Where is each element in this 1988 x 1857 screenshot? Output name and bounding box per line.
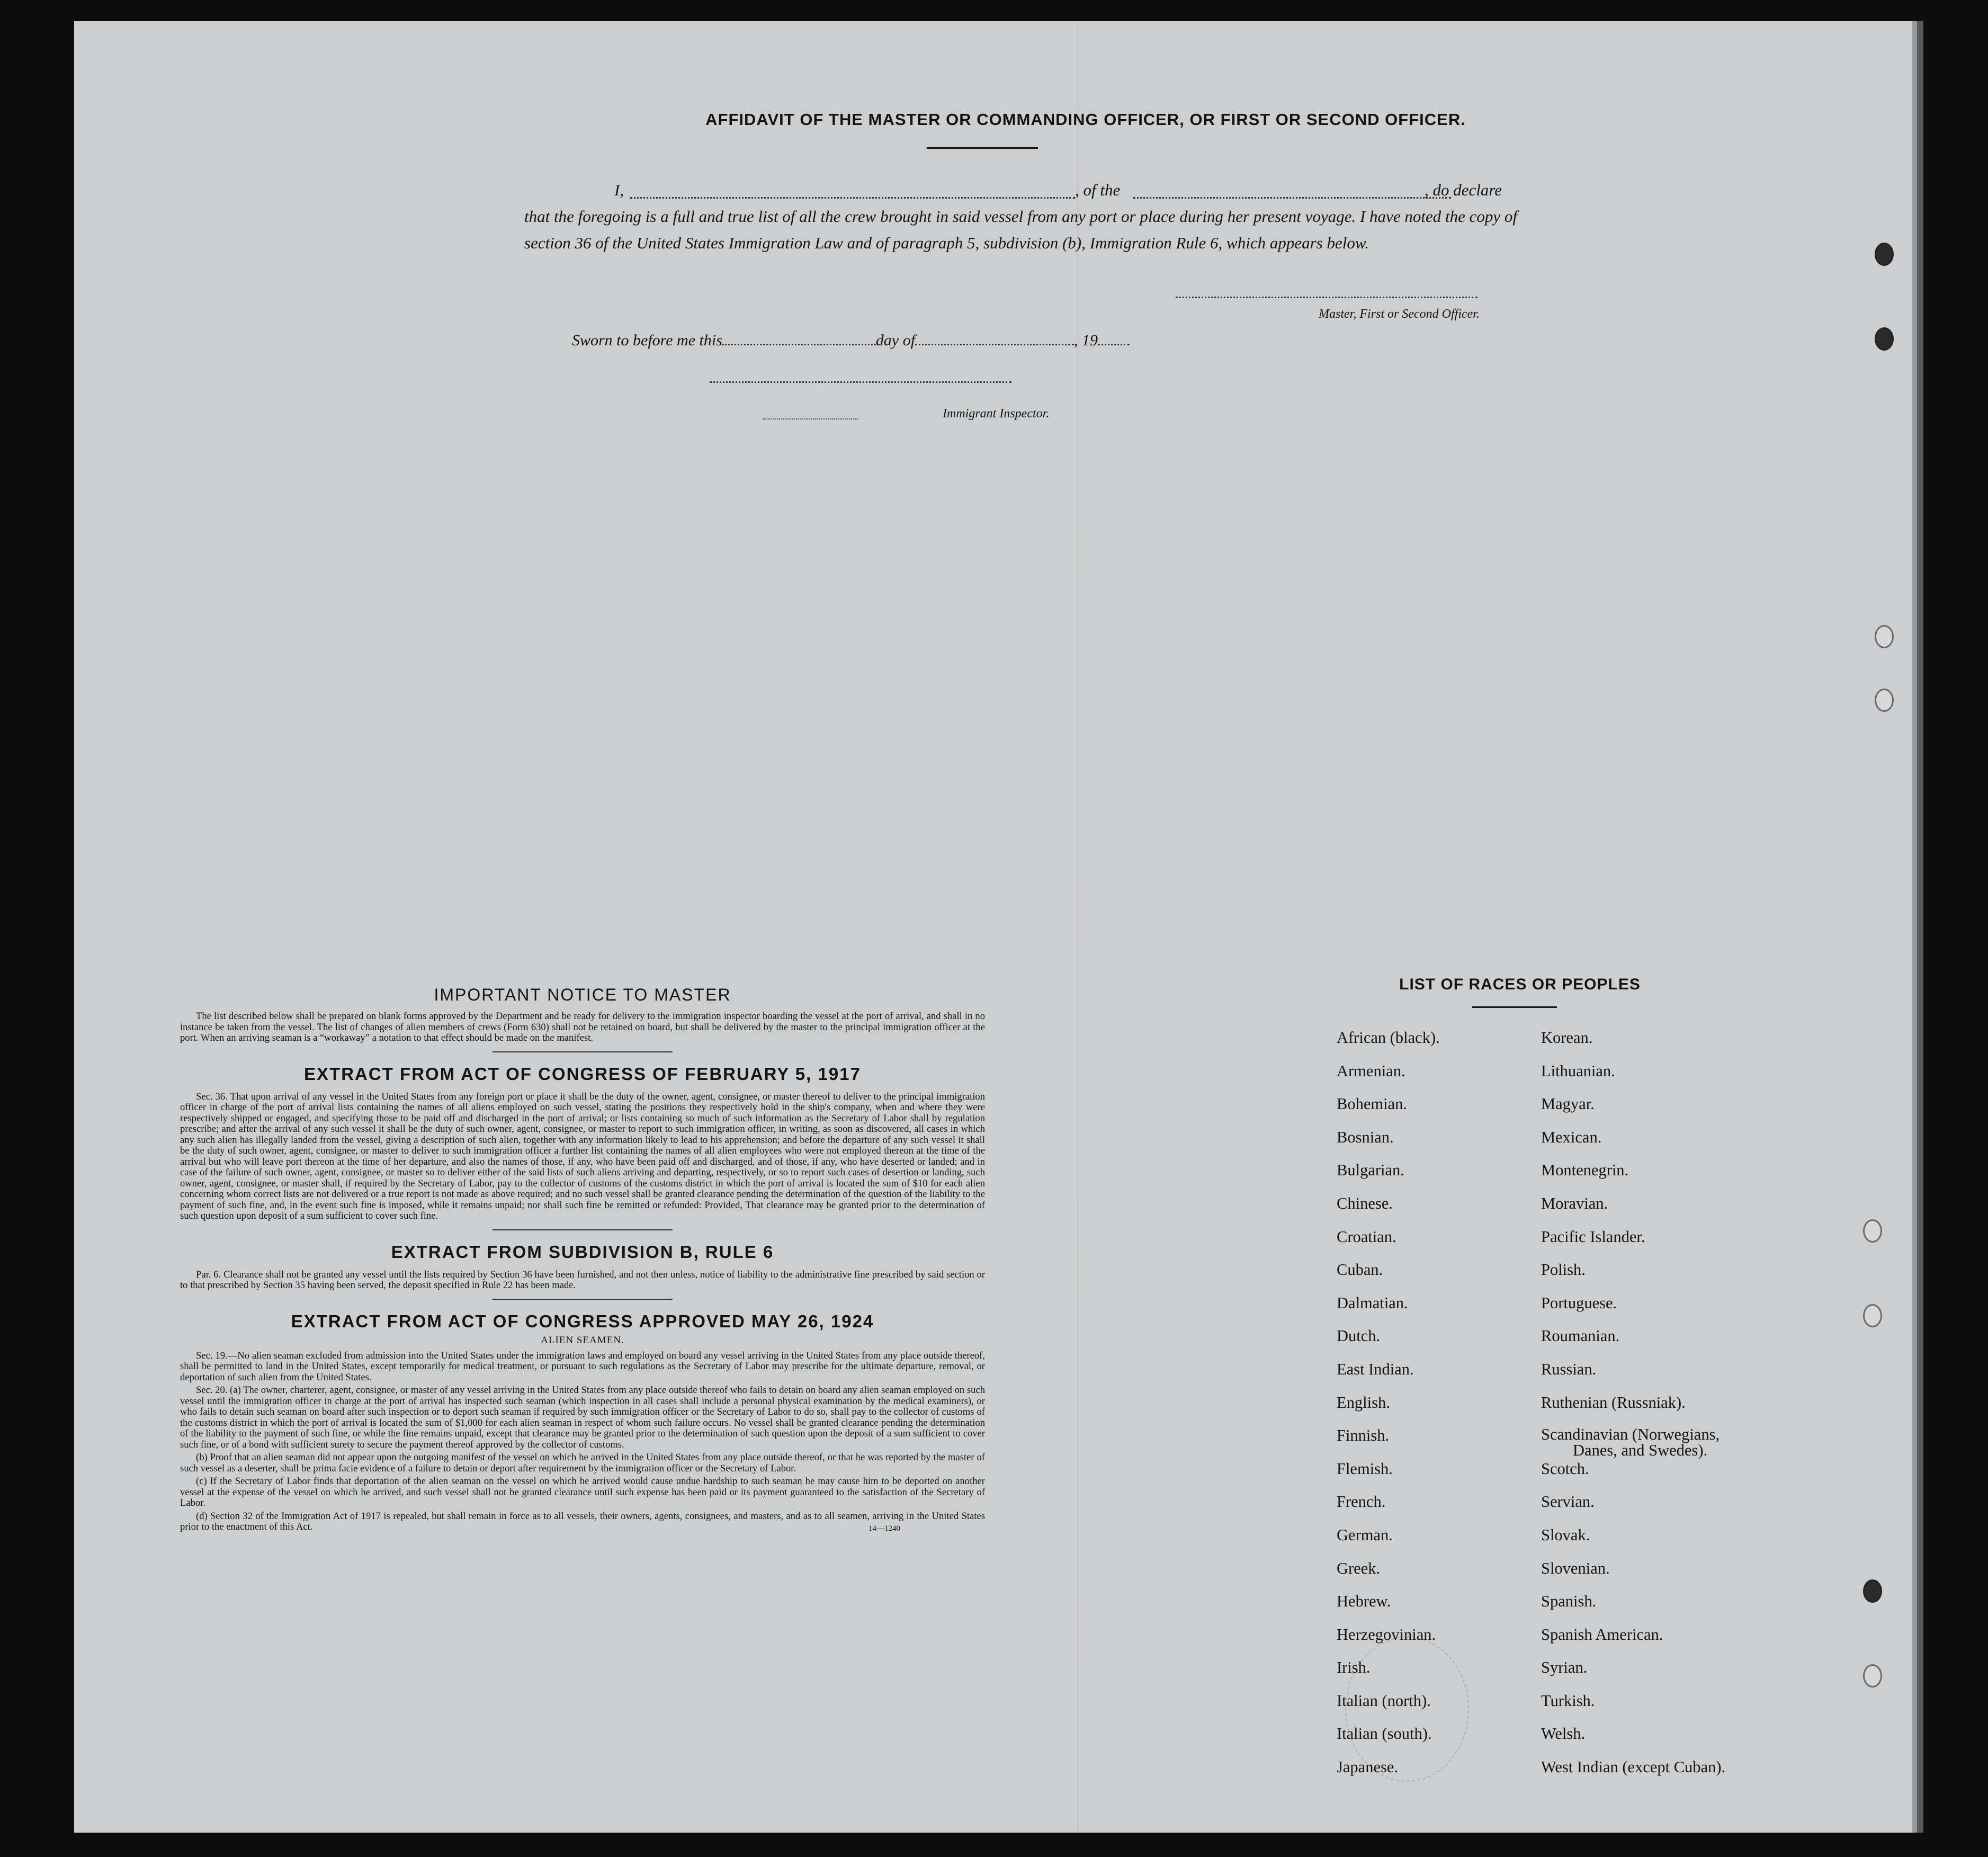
binder-hole: [1875, 243, 1894, 266]
race-item: Welsh.: [1541, 1725, 1586, 1743]
race-item: Roumanian.: [1541, 1327, 1620, 1345]
inspector-dots: [763, 418, 858, 419]
race-item: Dutch.: [1337, 1327, 1381, 1345]
fold-line: [1078, 21, 1079, 1833]
binder-hole: [1875, 625, 1894, 648]
sec20b-text: (b) Proof that an alien seaman did not appear upon the outgoing manifest of the vessel on which he arrived in the United States from any place outside thereof, or that he was reported by the master of such vessel as a deserter, shall be prima facie evidence of a failure to detain or deport after requirement by the immigration officer or the Secretary of Labor.: [180, 1452, 985, 1474]
notice-text: The list described below shall be prepared on blank forms approved by the Department and be ready for delivery to the immigration inspector boarding the vessel at the port of arrival, and shall in no instance be taken from the vessel. The list of changes of alien members of crews (Form 630) shall not be retained on board, but shall be delivered by the master to the principal immigration officer at the port. When an arriving seaman is a “workaway” a notation to that effect should be made on the manifest.: [180, 1011, 985, 1043]
extract-rule6-text: Par. 6. Clearance shall not be granted any vessel until the lists required by Section 36 have been furnished, and not then unless, notice of liability to the administrative fine prescribed by said section or to that prescribed by Section 35 having been served, the deposit specified in Rule 22 has been made.: [180, 1269, 985, 1291]
notice-column: [180, 985, 985, 1533]
race-item-scandinavian: [1541, 1419, 1725, 1460]
sworn-year: , 19: [1074, 332, 1098, 349]
race-item: East Indian.: [1337, 1360, 1414, 1378]
race-item: Mexican.: [1541, 1128, 1602, 1146]
race-item: Turkish.: [1541, 1691, 1595, 1710]
affidavit-do-declare: , do declare: [1425, 181, 1502, 199]
section-rule: [492, 1229, 673, 1230]
race-item: Bohemian.: [1337, 1095, 1407, 1113]
race-item: Servian.: [1541, 1493, 1595, 1511]
race-item: Lithuanian.: [1541, 1061, 1615, 1080]
year-blank: [1098, 332, 1130, 345]
race-item: Italian (north).: [1337, 1691, 1431, 1710]
binder-hole: [1863, 1304, 1882, 1327]
inspector-caption: Immigrant Inspector.: [943, 407, 1050, 421]
race-item-line: Scandinavian (Norwegians,: [1541, 1425, 1720, 1444]
race-item: Spanish.: [1541, 1592, 1597, 1611]
race-item: Polish.: [1541, 1261, 1586, 1279]
race-item-line: Danes, and Swedes).: [1573, 1441, 1708, 1460]
race-item: French.: [1337, 1493, 1386, 1511]
races-rule: [1472, 1006, 1557, 1008]
race-item: Montenegrin.: [1541, 1161, 1629, 1180]
extract-1924-subheading: ALIEN SEAMEN.: [541, 1334, 624, 1346]
race-item: Irish.: [1337, 1658, 1371, 1677]
affidavit-i: I,: [614, 181, 624, 199]
binder-hole: [1863, 1579, 1882, 1603]
race-item: West Indian (except Cuban).: [1541, 1758, 1726, 1776]
race-item: Dalmatian.: [1337, 1293, 1408, 1312]
race-item: German.: [1337, 1525, 1393, 1544]
race-item: Japanese.: [1337, 1758, 1399, 1776]
race-item: English.: [1337, 1393, 1390, 1412]
sworn-day-of: day of: [875, 332, 916, 349]
race-item: Chinese.: [1337, 1194, 1393, 1212]
race-item: Syrian.: [1541, 1658, 1588, 1677]
affidavit-text: that the foregoing is a full and true list of all the crew brought in said vessel from any port or place during her present voyage. I have noted the copy of section 36 of the United States Immigration Law and of paragraph 5, subdivision (b), Immigration Rule 6, which appears below.: [524, 207, 1517, 252]
form-number: 14—1240: [868, 1524, 900, 1533]
extract-1917-text: Sec. 36. That upon arrival of any vessel in the United States from any foreign port or place it shall be the duty of the owner, agent, consignee, or master thereof to deliver to the principal immigration officer in charge of the port of arrival lists containing the names of all aliens employed on such vessel, stating the positions they respectively hold in the ship's company, when and where they were respectively shipped or engaged, and specifying those to be paid off and discharged in the port of arrival; or lists containing so much of such information as the Secretary of Labor shall by regulation prescribe; and after the arrival of any such vessel it shall be the duty of such owner, agent, consignee, or master to report to such immigration officer, in writing, as soon as discovered, all cases in which any such alien has illegally landed from the vessel, giving a description of such alien, together with any information likely to lead to his apprehension; and before the departure of any such vessel it shall be the duty of such owner, agent, consignee, or master to deliver to such immigration officer a further list containing the names of all alien employees who were not employed thereon at the time of the arrival but who will leave port thereon at the time of her departure, and also the names of those, if any, who have been paid off and discharged, and of those, if any, who have deserted or landed; and in case of the failure of such owner, agent, consignee, or master so to deliver either of the said lists of such aliens arriving and departing, respectively, or so to report such cases of desertion or landing, such owner, agent, consignee, or master shall, if required by the Secretary of Labor, pay to the collector of customs of the customs district in which the port of arrival is located the sum of $10 for each alien concerning whom correct lists are not delivered or a true report is not made as above required; and no such vessel shall be granted clearance pending the determination of the question of the liability to the payment of such fine, and, in the event such fine is imposed, while it remains unpaid; nor shall such fine be remitted or refunded: Provided, That clearance may be granted prior to the determination of such question upon deposit of a sum sufficient to cover such fine.: [180, 1091, 985, 1221]
title-rule: [927, 147, 1038, 149]
vessel-blank: [1133, 177, 1451, 199]
signature-caption: Master, First or Second Officer.: [1319, 307, 1480, 321]
binder-hole: [1875, 327, 1894, 351]
race-item: Finnish.: [1337, 1426, 1390, 1445]
name-blank: [630, 177, 1075, 199]
day-blank: [722, 332, 876, 345]
race-item: Herzegovinian.: [1337, 1625, 1436, 1644]
notice-heading: IMPORTANT NOTICE TO MASTER: [434, 985, 731, 1004]
section-rule: [492, 1299, 673, 1300]
race-item: Slovak.: [1541, 1525, 1590, 1544]
affidavit-title: AFFIDAVIT OF THE MASTER OR COMMANDING OFFICER, OR FIRST OR SECOND OFFICER.: [705, 110, 1466, 129]
race-item: Spanish American.: [1541, 1625, 1663, 1644]
race-item: Bosnian.: [1337, 1128, 1394, 1146]
sworn-prefix: Sworn to before me this: [572, 332, 722, 349]
race-item: African (black).: [1337, 1029, 1440, 1047]
signature-line: [1176, 297, 1477, 298]
races-column-2: [1541, 1021, 1725, 1784]
document-page: [74, 21, 1912, 1833]
race-item: Hebrew.: [1337, 1592, 1391, 1611]
sec19-text: Sec. 19.—No alien seaman excluded from admission into the United States under the immigration laws and employed on board any vessel arriving in the United States from any place outside thereof, shall be permitted to land in the United States, except temporarily for medical treatment, or pursuant to such regulations as the Secretary of Labor may prescribe for the ultimate departure, removal, or deportation of such alien from the United States.: [180, 1350, 985, 1383]
extract-rule6-heading: EXTRACT FROM SUBDIVISION B, RULE 6: [391, 1242, 774, 1262]
inspector-line: [710, 381, 1011, 383]
binder-hole: [1863, 1219, 1882, 1243]
sworn-line: [572, 332, 1130, 350]
race-item: Greek.: [1337, 1559, 1381, 1577]
binder-hole: [1875, 689, 1894, 712]
races-title: LIST OF RACES OR PEOPLES: [1399, 976, 1641, 993]
race-item: Portuguese.: [1541, 1293, 1617, 1312]
race-item: Cuban.: [1337, 1261, 1383, 1279]
race-item: Scotch.: [1541, 1459, 1589, 1478]
race-item: Croatian.: [1337, 1227, 1396, 1246]
race-item: Magyar.: [1541, 1095, 1595, 1113]
binder-hole: [1863, 1664, 1882, 1688]
underlying-page-edge: [1912, 28, 1923, 1818]
race-item: Ruthenian (Russniak).: [1541, 1393, 1686, 1412]
extract-1917-heading: EXTRACT FROM ACT OF CONGRESS OF FEBRUARY 5, 1917: [304, 1064, 861, 1084]
affidavit-first-line: [524, 177, 1517, 203]
sec20d-text: (d) Section 32 of the Immigration Act of 1917 is repealed, but shall remain in force as to all vessels, their owners, agents, consignees, and masters, and as to all seamen, arriving in the United States prior to the enactment of this Act.: [180, 1510, 985, 1532]
race-item: Flemish.: [1337, 1459, 1393, 1478]
sec20c-text: (c) If the Secretary of Labor finds that deportation of the alien seaman on the vessel on which he arrived would cause undue hardship to such seaman he may cause him to be deported on another vessel at the expense of the vessel on which he arrived, and such vessel shall not be granted clearance until such expense has been paid or its payment guaranteed to the satisfaction of the Secretary of Labor.: [180, 1476, 985, 1508]
sec20a-text: Sec. 20. (a) The owner, charterer, agent, consignee, or master of any vessel arriving in the United States from any place outside thereof who fails to detain on board any alien seaman employed on such vessel until the immigration officer in charge at the port of arrival has inspected such seaman (which inspection in all cases shall include a personal physical examination by the medical examiners), or who fails to detain such seaman on board after such inspection or to deport such seaman if required by such immigration officer or the Secretary of Labor to do so, shall pay to the collector of customs of the customs district in which the port of arrival is located the sum of $1,000 for each alien seaman in respect of whom such failure occurs. No vessel shall be granted clearance pending the determination of the liability to the payment of such fine, or while the fine remains unpaid, except that clearance may be granted prior to the determination of such question upon the deposit of a sum sufficient to cover such fine, or of a bond with sufficient surety to secure the payment thereof approved by the collector of customs.: [180, 1385, 985, 1450]
month-blank: [915, 332, 1074, 345]
race-item: Russian.: [1541, 1360, 1597, 1378]
race-item: Bulgarian.: [1337, 1161, 1404, 1180]
races-column-1: [1337, 1021, 1440, 1784]
section-rule: [492, 1051, 673, 1052]
race-item: Slovenian.: [1541, 1559, 1610, 1577]
race-item: Pacific Islander.: [1541, 1227, 1645, 1246]
extract-1924-heading: EXTRACT FROM ACT OF CONGRESS APPROVED MAY 26, 1924: [291, 1311, 874, 1331]
affidavit-of-the: , of the: [1075, 181, 1121, 199]
race-item: Armenian.: [1337, 1061, 1405, 1080]
affidavit-body: [524, 177, 1517, 256]
race-item: Moravian.: [1541, 1194, 1608, 1212]
race-item: Korean.: [1541, 1029, 1593, 1047]
race-item: Italian (south).: [1337, 1725, 1432, 1743]
